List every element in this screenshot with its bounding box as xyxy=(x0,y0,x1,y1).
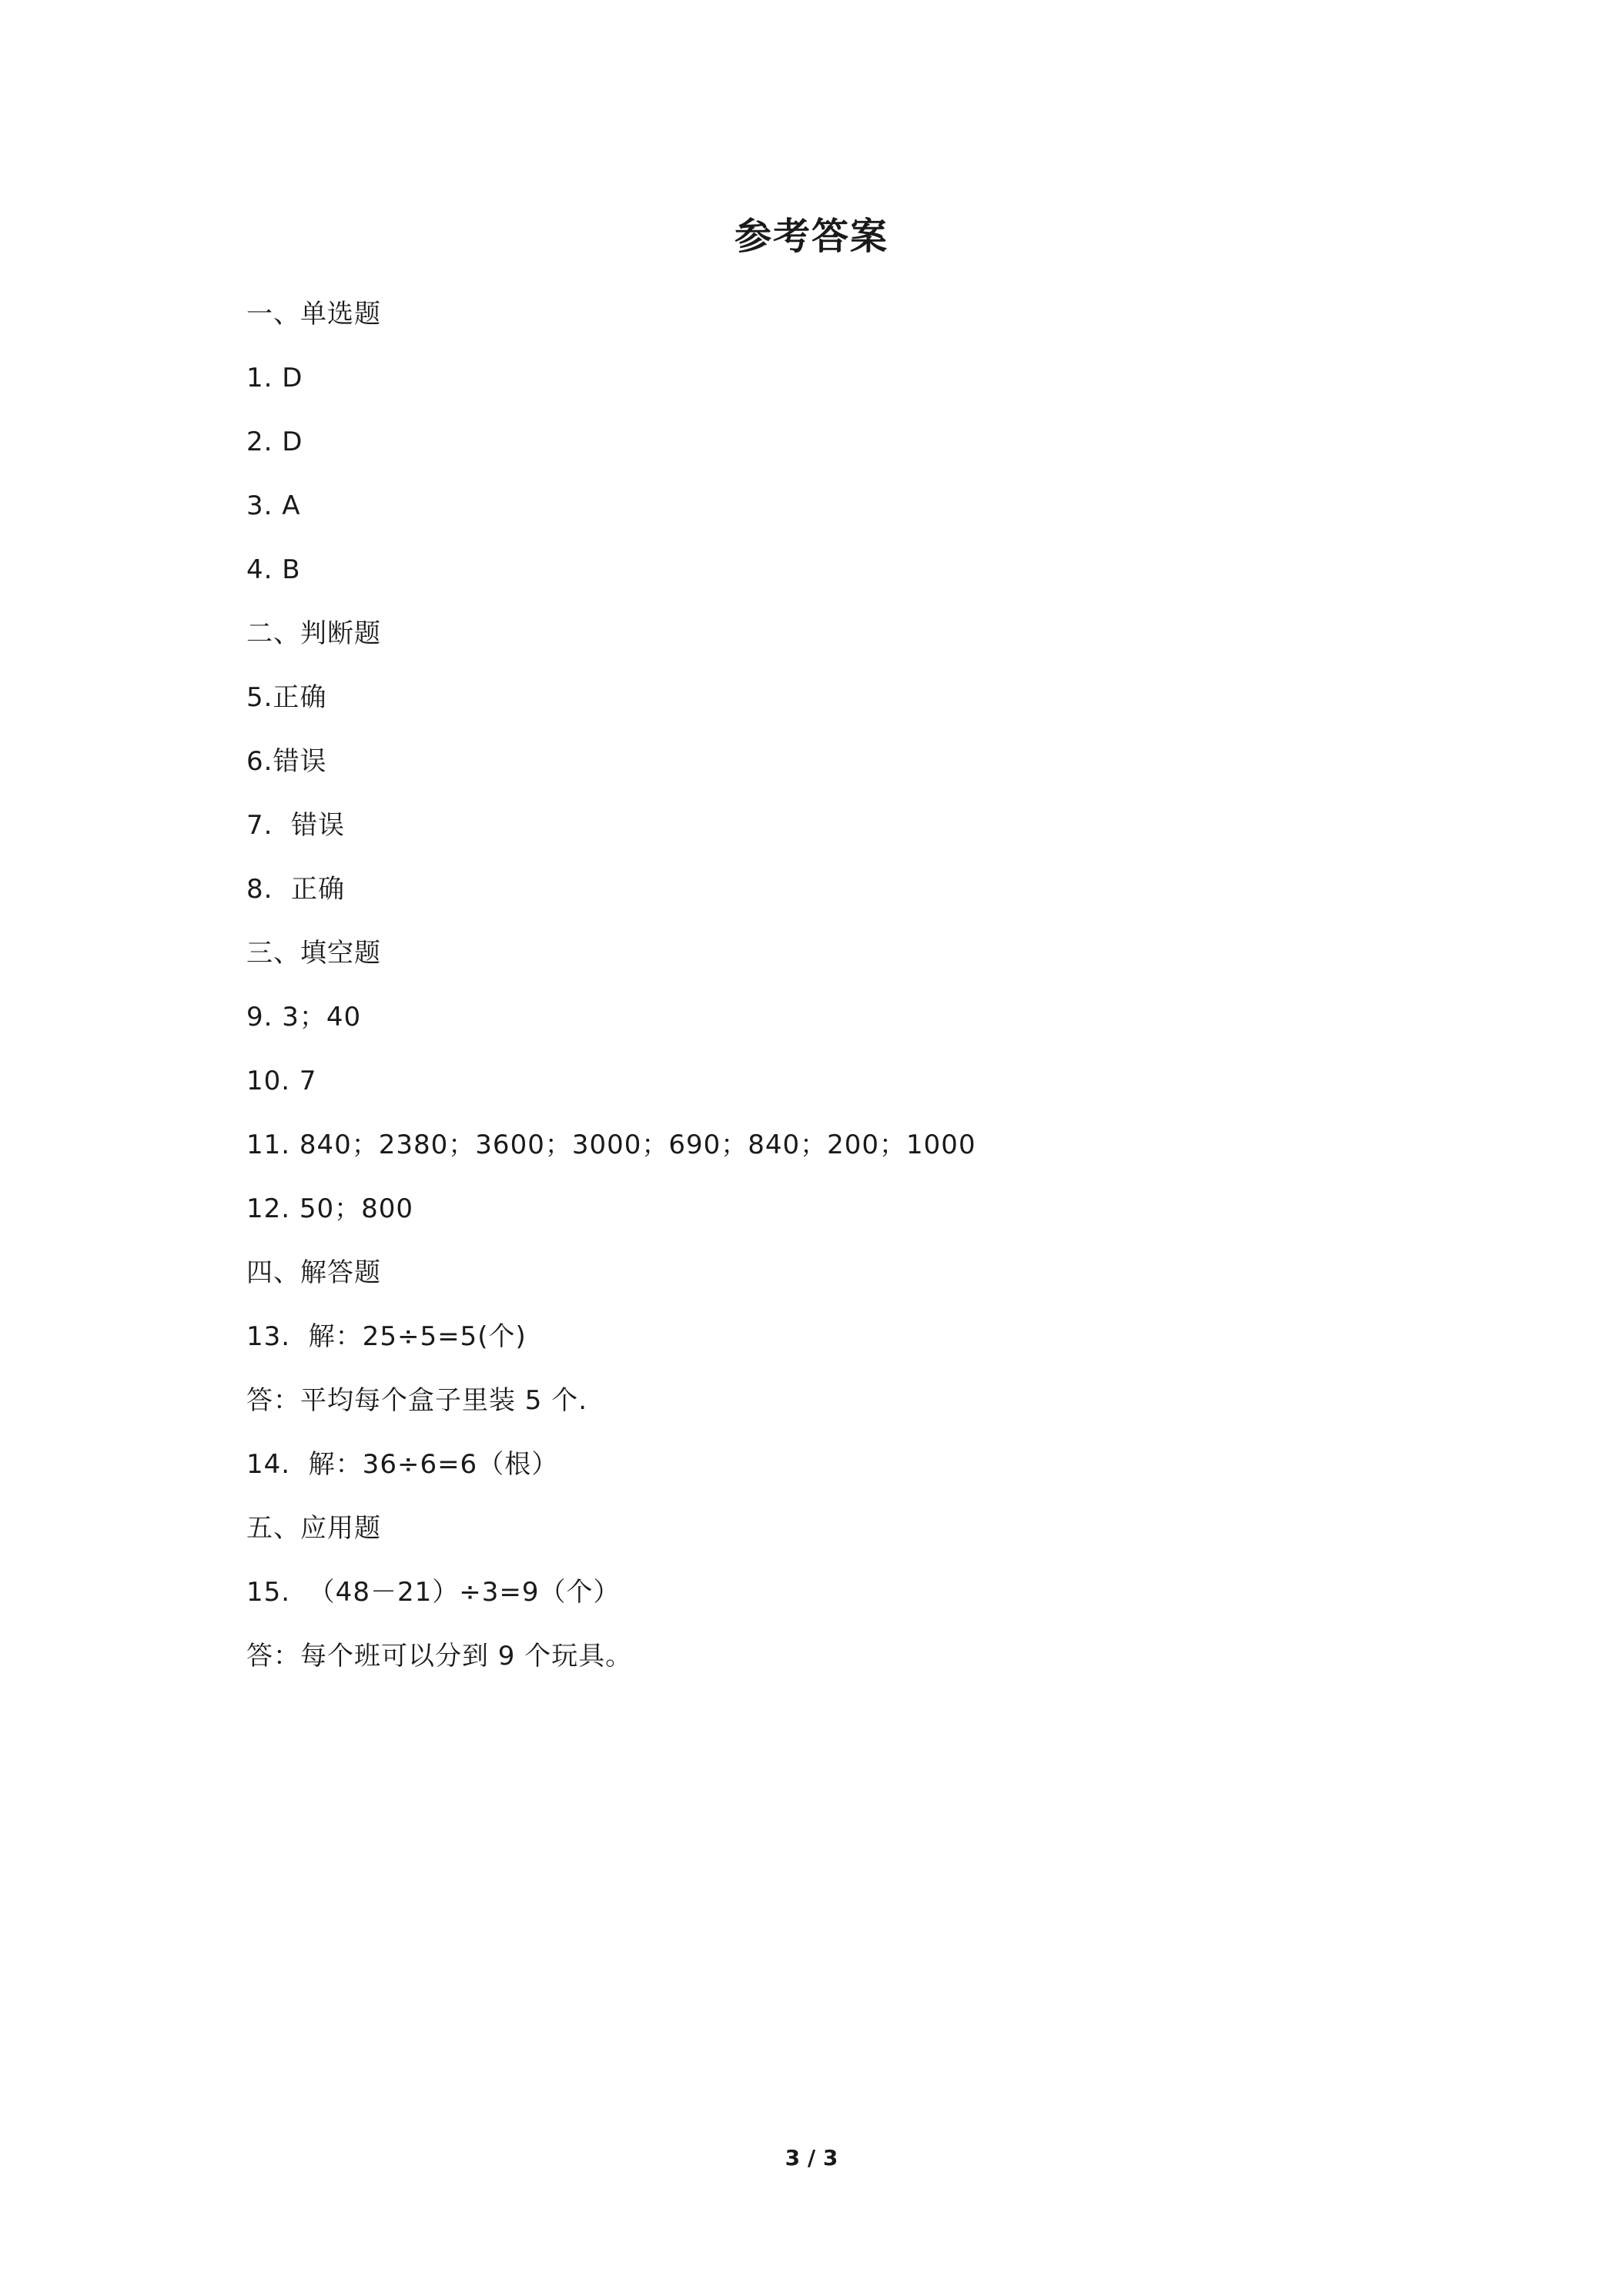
page-title: 参考答案 xyxy=(734,215,888,258)
section-heading-fill-blank: 三、填空题 xyxy=(246,938,381,969)
answer-item: 4. B xyxy=(246,554,301,585)
answer-item: 6.错误 xyxy=(246,746,327,777)
answer-item: 3. A xyxy=(246,490,301,521)
answer-sentence: 答：平均每个盒子里装 5 个. xyxy=(246,1385,588,1416)
section-heading-single-choice: 一、单选题 xyxy=(246,299,381,330)
answer-item: 10. 7 xyxy=(246,1066,317,1096)
answer-item: 13. 解：25÷5=5(个) xyxy=(246,1321,527,1352)
answer-item: 1. D xyxy=(246,363,303,393)
answer-item: 15. （48－21）÷3=9（个） xyxy=(246,1577,621,1608)
answer-item: 11. 840；2380；3600；3000；690；840；200；1000 xyxy=(246,1130,976,1160)
answer-sentence: 答：每个班可以分到 9 个玩具。 xyxy=(246,1641,633,1672)
answer-item: 2. D xyxy=(246,427,303,457)
answer-list xyxy=(246,290,976,1696)
answer-item: 12. 50；800 xyxy=(246,1193,414,1224)
section-heading-application: 五、应用题 xyxy=(246,1513,381,1544)
answer-item: 9. 3；40 xyxy=(246,1002,362,1033)
answer-item: 8. 正确 xyxy=(246,874,346,905)
section-heading-solve: 四、解答题 xyxy=(246,1257,381,1288)
section-heading-true-false: 二、判断题 xyxy=(246,618,381,649)
answer-item: 14. 解：36÷6=6（根） xyxy=(246,1449,559,1480)
answer-item: 5.正确 xyxy=(246,682,327,713)
page-number: 3 / 3 xyxy=(785,2145,838,2170)
answer-item: 7. 错误 xyxy=(246,810,346,841)
